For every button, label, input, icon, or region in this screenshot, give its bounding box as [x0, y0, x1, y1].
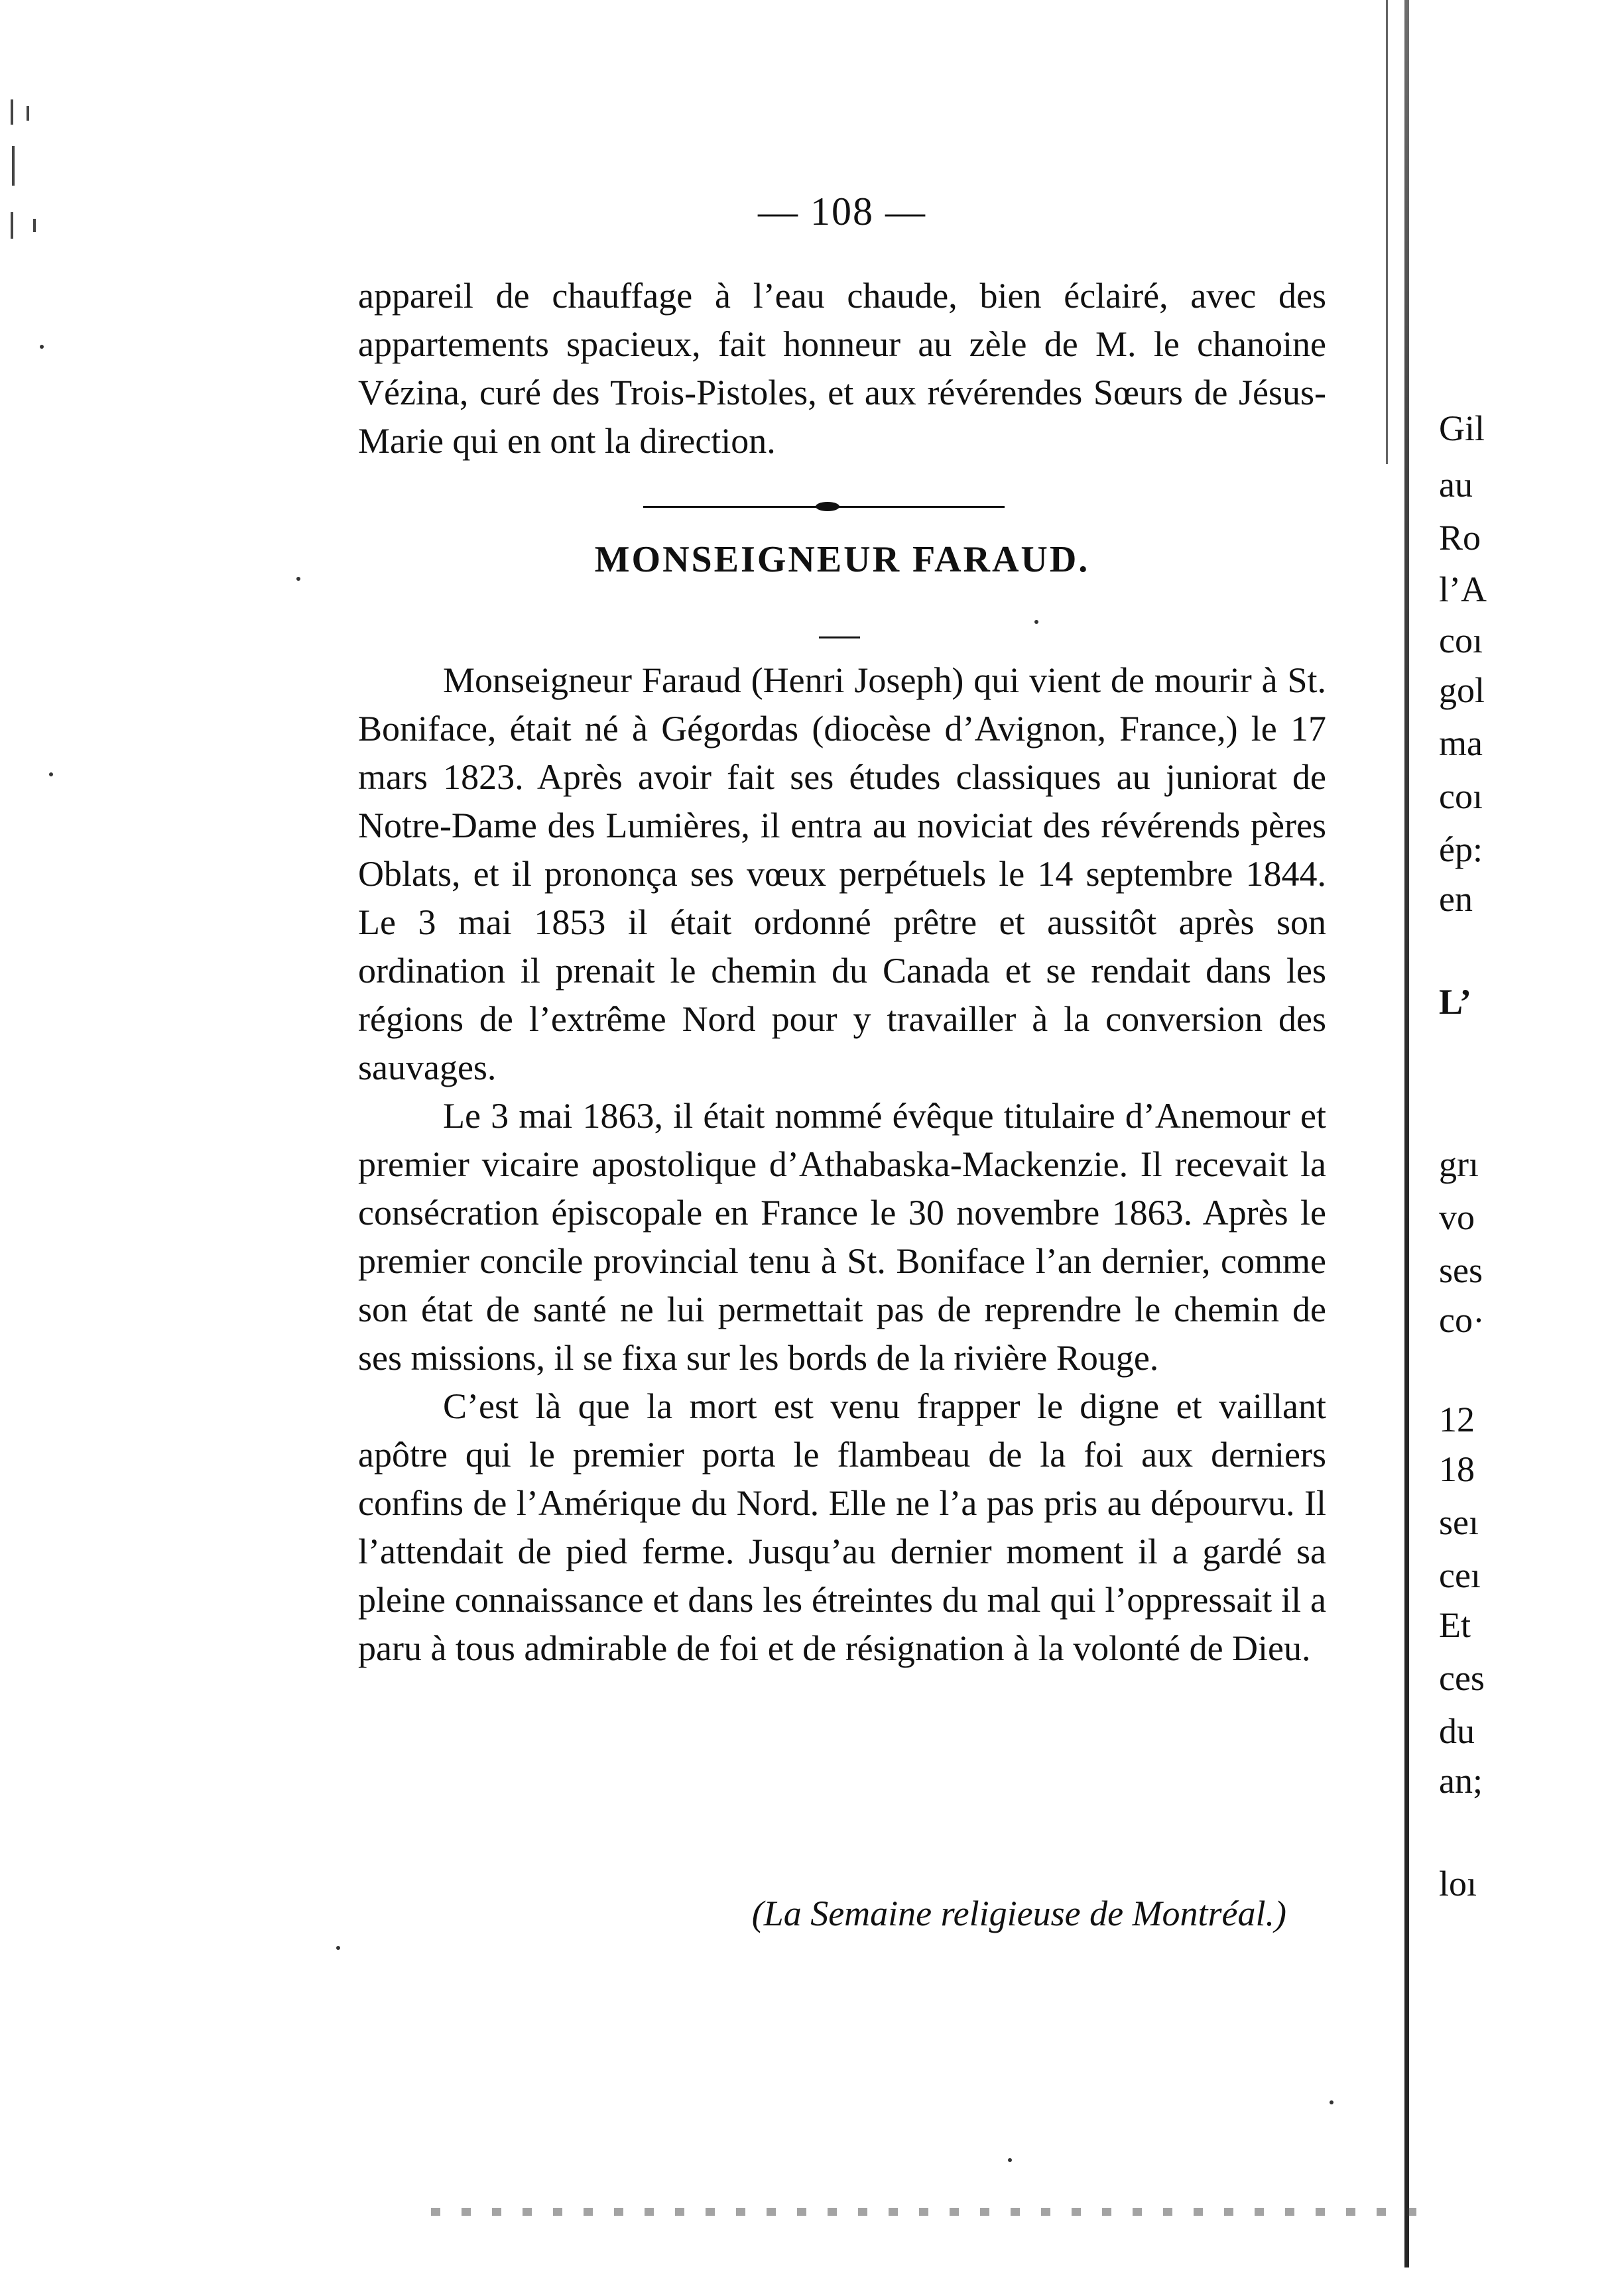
fragment: l’A — [1439, 570, 1487, 609]
fragment: loı — [1439, 1864, 1477, 1903]
fragment: en — [1439, 879, 1473, 919]
fragment: 18 — [1439, 1449, 1475, 1489]
intro-text: appareil de chauffage à l’eau chaude, bien éclairé, avec des appartements spacieux, fait honneur au zèle de M. le chanoine Vézina, curé des Trois-Pistoles, et aux révérendes Sœurs de Jésus-Marie qui en ont la direction. — [358, 276, 1326, 461]
fragment: 12 — [1439, 1400, 1475, 1439]
fragment: gol — [1439, 670, 1485, 710]
intro-paragraph — [358, 272, 1326, 465]
adjacent-page-fragments — [1439, 0, 1612, 2296]
margin-mark — [11, 99, 13, 125]
paragraph: C’est là que la mort est venu frapper le digne et vaillant apôtre qui le premier porta le flambeau de la foi aux derniers confins de l’Amérique du Nord. Elle ne l’a pas pris au dépourvu. Il l’attendait de pied ferme. Jusqu’au dernier moment il a gardé sa pleine connaissance et dans les étreintes du mal qui l’oppressait il a paru à tous admirable de foi et de résignation à la volonté de Dieu. — [358, 1386, 1326, 1668]
paragraph: Monseigneur Faraud (Henri Joseph) qui vient de mourir à St. Boniface, était né à Gégordas (diocèse d’Avignon, France,) le 17 mars 1823. Après avoir fait ses études classiques au juniorat de Notre-Dame des Lumières, il entra au noviciat des révérends pères Oblats, et il prononça ses vœux perpétuels le 14 septembre 1844. Le 3 mai 1853 il était ordonné prêtre et aussitôt après son ordination il prenait le chemin du Canada et se rendait dans les régions de l’extrême Nord pour y travailler à la conversion des sauvages. — [358, 660, 1326, 1087]
paragraph: Le 3 mai 1863, il était nommé évêque titulaire d’Anemour et premier vicaire apostolique d’Athabaska-Mackenzie. Il recevait la consécration épiscopale en France le 30 novembre 1863. Après le premier concile provincial tenu à St. Boniface l’an dernier, comme son état de santé ne lui permettait pas de reprendre le chemin de ses missions, il se fixa sur les bords de la rivière Rouge. — [358, 1096, 1326, 1378]
ornamental-rule-center — [816, 502, 839, 511]
source-citation: (La Semaine religieuse de Montréal.) — [751, 1894, 1286, 1933]
article-title: MONSEIGNEUR FARAUD. — [594, 539, 1090, 580]
title-separator — [819, 636, 860, 638]
fragment: co· — [1439, 1300, 1485, 1340]
fragment: coı — [1439, 621, 1483, 660]
speck — [1008, 2158, 1012, 2162]
gutter-line — [1404, 0, 1409, 2267]
speck — [49, 772, 53, 776]
margin-mark — [11, 212, 13, 239]
speck — [1034, 620, 1038, 624]
fragment: Ro — [1439, 518, 1481, 558]
fragment: ceı — [1439, 1555, 1481, 1595]
fragment: Gil — [1439, 408, 1485, 448]
fragment: ma — [1439, 723, 1483, 763]
fragment: ses — [1439, 1250, 1483, 1290]
margin-mark — [33, 219, 36, 232]
article-body — [358, 656, 1326, 1673]
fragment: ép: — [1439, 829, 1483, 869]
margin-mark — [27, 106, 29, 121]
fragment: vo — [1439, 1197, 1475, 1237]
bottom-scan-noise — [431, 2208, 1426, 2216]
fragment: L’ — [1439, 982, 1472, 1022]
fragment: au — [1439, 465, 1473, 505]
speck — [336, 1946, 340, 1950]
page-edge-line — [1386, 0, 1388, 464]
page-number-header: — 108 — — [758, 190, 926, 233]
fragment: ces — [1439, 1658, 1485, 1698]
fragment: grı — [1439, 1144, 1479, 1184]
left-margin-marks — [0, 86, 73, 285]
fragment: du — [1439, 1711, 1475, 1751]
fragment: seı — [1439, 1502, 1479, 1542]
speck — [40, 345, 44, 349]
speck — [1330, 2100, 1333, 2104]
fragment: an; — [1439, 1761, 1483, 1801]
margin-mark — [12, 146, 15, 186]
fragment: coı — [1439, 776, 1483, 816]
speck — [296, 577, 300, 581]
fragment: Et — [1439, 1605, 1471, 1645]
